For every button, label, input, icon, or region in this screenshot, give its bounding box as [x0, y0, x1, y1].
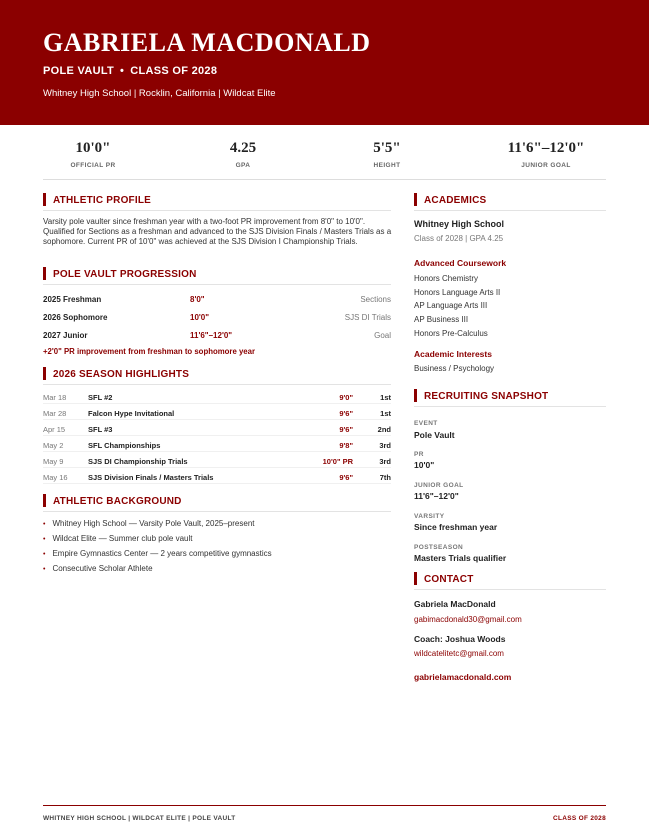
- progression-mark: 11'6"–12'0": [190, 331, 233, 340]
- bullet-icon: •: [43, 566, 46, 573]
- stat-junior-goal: [476, 140, 616, 169]
- recruit-label: JUNIOR GOAL: [414, 482, 464, 489]
- recruit-value: 10'0": [414, 460, 435, 470]
- school-line: Whitney High School | Rocklin, California | Wildcat Elite: [43, 88, 276, 99]
- progression-meet: SJS DI Trials: [344, 313, 391, 322]
- highlight-date: Mar 28: [43, 409, 67, 418]
- highlight-place: 3rd: [379, 441, 391, 450]
- highlight-date: May 9: [43, 457, 64, 466]
- progression-row: [43, 313, 391, 325]
- progression-year: 2026 Sophomore: [43, 313, 108, 322]
- highlight-meet: Falcon Hype Invitational: [88, 409, 175, 418]
- section-accent-bar: [414, 193, 417, 206]
- contact-coach-email[interactable]: wildcatelitetc@gmail.com: [414, 649, 504, 658]
- stat-gpa: [173, 140, 313, 169]
- highlight-row: [43, 471, 391, 484]
- athletic-profile-text: Varsity pole vaulter since freshman year with a two-foot PR improvement from 8'0" to 10'0". Qualified for Sections as a freshman and advanced to the SJS Division Finals / Masters Trials as a sophomore. Current PR of 10'0" was achieved at the SJS Division I Championship Trials.: [43, 217, 392, 247]
- background-item: • Wildcat Elite — Summer club pole vault: [43, 534, 193, 543]
- highlight-meet: SFL #2: [88, 393, 113, 402]
- recruit-value: Pole Vault: [414, 430, 455, 440]
- section-accent-bar: [43, 367, 46, 380]
- athlete-name: GABRIELA MACDONALD: [43, 28, 371, 57]
- stat-value: 11'6"–12'0": [507, 140, 585, 156]
- highlight-meet: SJS DI Championship Trials: [88, 457, 188, 466]
- highlight-mark: 9'6": [339, 409, 353, 418]
- progression-note: +2'0" PR improvement from freshman to sophomore year: [43, 347, 256, 356]
- course-item: AP Language Arts III: [414, 301, 488, 310]
- academics-school: Whitney High School: [414, 219, 504, 229]
- highlight-place: 7th: [379, 473, 391, 482]
- event: POLE VAULT: [43, 65, 115, 77]
- section-contact: [414, 574, 606, 590]
- course-item: Honors Chemistry: [414, 274, 479, 283]
- section-title: ACADEMICS: [424, 195, 487, 206]
- highlight-row: [43, 455, 391, 468]
- section-title: CONTACT: [424, 574, 474, 585]
- academics-class-gpa: Class of 2028 | GPA 4.25: [414, 234, 504, 243]
- progression-meet: Goal: [374, 331, 391, 340]
- background-item: • Consecutive Scholar Athlete: [43, 564, 153, 573]
- section-accent-bar: [414, 389, 417, 402]
- section-athletic-profile: [43, 195, 391, 211]
- event-class-line: [43, 65, 217, 77]
- section-title: ATHLETIC BACKGROUND: [53, 496, 182, 507]
- stat-label: HEIGHT: [373, 162, 401, 169]
- section-title: POLE VAULT PROGRESSION: [53, 269, 197, 280]
- progression-row: [43, 331, 391, 343]
- highlight-row: [43, 391, 391, 404]
- footer-right: CLASS OF 2028: [552, 815, 606, 822]
- highlight-date: Mar 18: [43, 393, 67, 402]
- highlight-place: 1st: [380, 393, 391, 402]
- section-title: 2026 SEASON HIGHLIGHTS: [53, 369, 190, 380]
- highlight-row: [43, 423, 391, 436]
- contact-coach-name: Coach: Joshua Woods: [414, 634, 506, 644]
- recruit-value: Masters Trials qualifier: [414, 553, 507, 563]
- highlight-place: 1st: [380, 409, 391, 418]
- background-item: • Empire Gymnastics Center — 2 years competitive gymnastics: [43, 549, 272, 558]
- interests-title: Academic Interests: [414, 349, 492, 359]
- stat-value: 4.25: [229, 140, 257, 156]
- stat-official-pr: [23, 140, 163, 169]
- highlight-meet: SJS Division Finals / Masters Trials: [88, 473, 214, 482]
- progression-year: 2025 Freshman: [43, 295, 102, 304]
- header-banner: [0, 0, 649, 125]
- bullet-icon: •: [43, 521, 46, 528]
- highlight-mark: 9'6": [339, 425, 353, 434]
- highlight-place: 3rd: [379, 457, 391, 466]
- highlight-place: 2nd: [377, 425, 391, 434]
- highlight-mark: 9'6": [339, 473, 353, 482]
- highlight-row: [43, 439, 391, 452]
- progression-mark: 10'0": [190, 313, 210, 322]
- bullet-icon: •: [43, 536, 46, 543]
- contact-website-link[interactable]: gabrielamacdonald.com: [414, 672, 512, 682]
- section-accent-bar: [43, 267, 46, 280]
- stat-label: JUNIOR GOAL: [521, 162, 571, 169]
- section-recruiting: [414, 391, 606, 407]
- section-background: [43, 496, 391, 512]
- stat-label: GPA: [235, 162, 251, 169]
- course-item: AP Business III: [414, 315, 469, 324]
- progression-meet: Sections: [360, 295, 391, 304]
- stat-value: 5'5": [373, 140, 401, 156]
- highlight-mark: 10'0" PR: [322, 457, 353, 466]
- recruit-value: Since freshman year: [414, 522, 498, 532]
- recruit-label: POSTSEASON: [414, 544, 464, 551]
- highlight-date: Apr 15: [43, 425, 66, 434]
- stats-row: [43, 140, 606, 180]
- stat-height: [317, 140, 457, 169]
- contact-athlete-email[interactable]: gabimacdonald30@gmail.com: [414, 615, 522, 624]
- progression-mark: 8'0": [190, 295, 205, 304]
- background-item: • Whitney High School — Varsity Pole Vault, 2025–present: [43, 519, 255, 528]
- stat-value: 10'0": [75, 140, 111, 156]
- bullet-icon: •: [43, 551, 46, 558]
- highlight-mark: 9'0": [339, 393, 353, 402]
- section-highlights: [43, 369, 391, 385]
- section-progression: [43, 269, 391, 285]
- section-accent-bar: [414, 572, 417, 585]
- footer-divider: [43, 805, 606, 806]
- highlight-date: May 2: [43, 441, 64, 450]
- separator-dot-icon: •: [120, 65, 125, 77]
- coursework-title: Advanced Coursework: [414, 258, 507, 268]
- recruit-value: 11'6"–12'0": [414, 491, 459, 501]
- recruit-label: VARSITY: [414, 513, 445, 520]
- section-title: RECRUITING SNAPSHOT: [424, 391, 549, 402]
- section-accent-bar: [43, 193, 46, 206]
- highlight-row: [43, 407, 391, 420]
- progression-year: 2027 Junior: [43, 331, 88, 340]
- section-academics: [414, 195, 606, 211]
- interests-value: Business / Psychology: [414, 364, 495, 373]
- stat-label: OFFICIAL PR: [70, 162, 116, 169]
- class-of: CLASS OF 2028: [130, 65, 218, 77]
- section-title: ATHLETIC PROFILE: [53, 195, 152, 206]
- progression-row: [43, 295, 391, 307]
- section-accent-bar: [43, 494, 46, 507]
- recruit-label: PR: [414, 451, 424, 458]
- course-item: Honors Pre-Calculus: [414, 329, 488, 338]
- highlight-meet: SFL #3: [88, 425, 113, 434]
- highlight-meet: SFL Championships: [88, 441, 161, 450]
- recruit-label: EVENT: [414, 420, 438, 427]
- highlight-mark: 9'8": [339, 441, 353, 450]
- highlight-date: May 16: [43, 473, 68, 482]
- course-item: Honors Language Arts II: [414, 288, 501, 297]
- contact-athlete-name: Gabriela MacDonald: [414, 599, 496, 609]
- footer-left: WHITNEY HIGH SCHOOL | WILDCAT ELITE | POLE VAULT: [43, 815, 236, 822]
